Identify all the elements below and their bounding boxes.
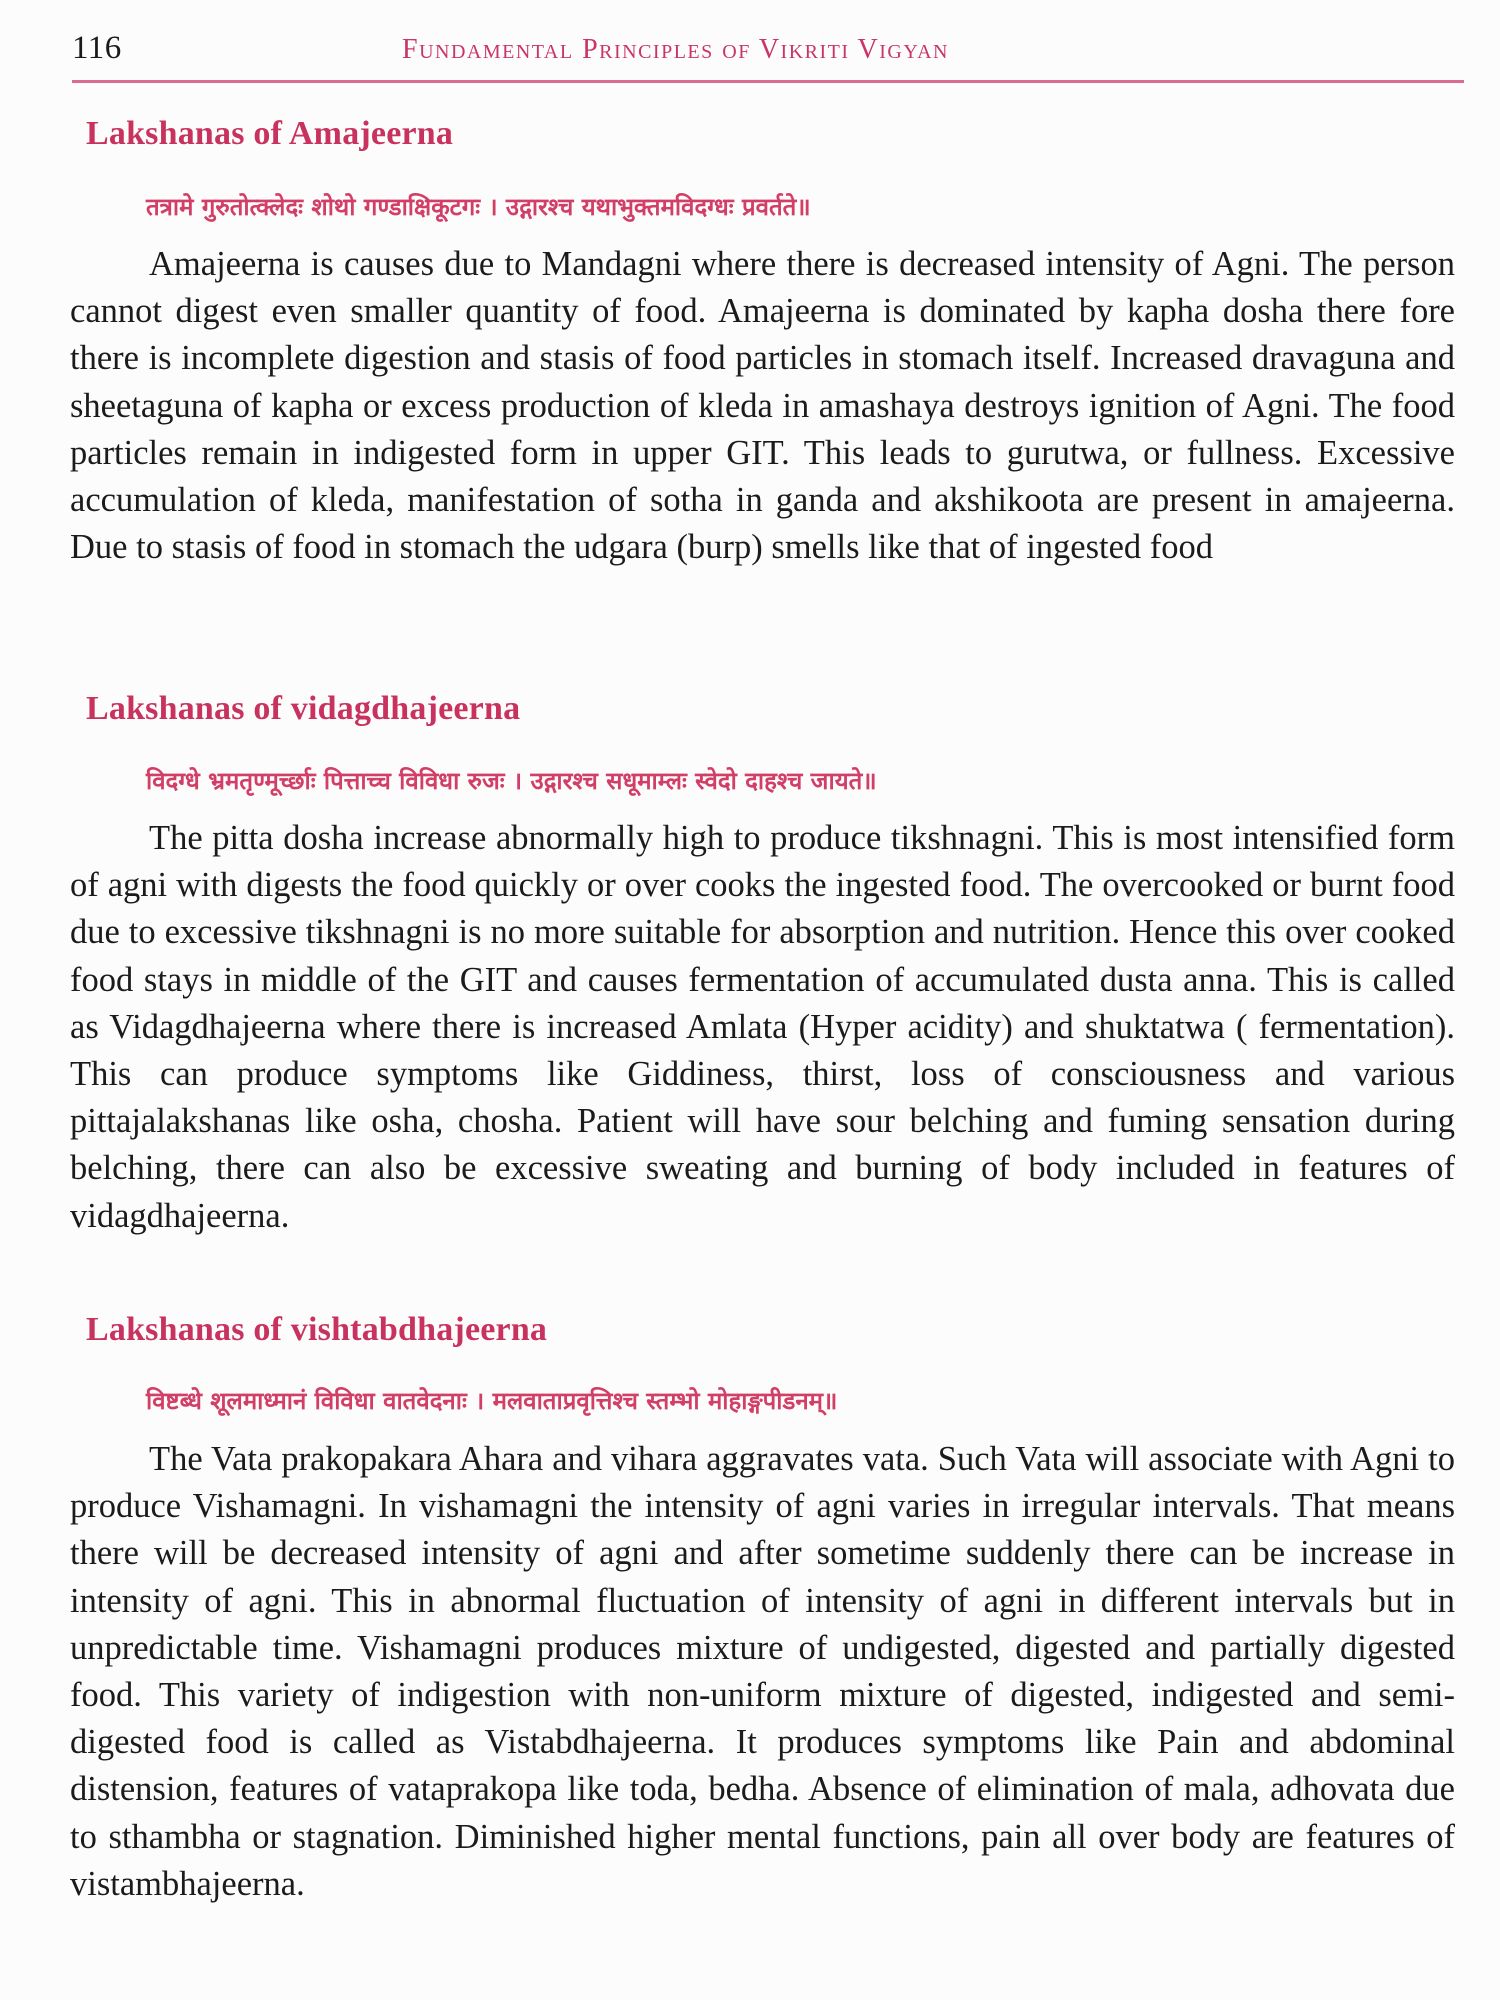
section-heading-vidagdhajeerna: Lakshanas of vidagdhajeerna xyxy=(86,690,521,727)
page-header xyxy=(72,22,1464,82)
running-title: Fundamental Principles of Vikriti Vigyan xyxy=(402,34,949,65)
paragraph-vishtabdhajeerna: The Vata prakopakara Ahara and vihara aggravates vata. Such Vata will associate with Agni to produce Vishamagni. In vishamagni the intensity of agni varies in irregular intervals. That means there will be decreased intensity of agni and after sometime suddenly there can be increase in intensity of agni. This in abnormal fluctuation of intensity of agni in different intervals but in unpredictable time. Vishamagni produces mixture of undigested, digested and partially digested food. This variety of indigestion with non-uniform mixture of digested, indigested and semi-digested food is called as Vistabdhajeerna. It produces symptoms like Pain and abdominal distension, features of vataprakopa like toda, bedha. Absence of elimination of mala, adhovata due to sthambha or stagnation. Diminished higher mental functions, pain all over body are features of vistambhajeerna. xyxy=(70,1440,1455,1903)
header-divider xyxy=(72,80,1464,83)
paragraph-vidagdhajeerna: The pitta dosha increase abnormally high to produce tikshnagni. This is most intensified form of agni with digests the food quickly or over cooks the ingested food. The overcooked or burnt food due to excessive tikshnagni is no more suitable for absorption and nutrition. Hence this over cooked food stays in middle of the GIT and causes fermentation of accumulated dusta anna. This is called as Vidagdhajeerna where there is increased Amlata (Hyper acidity) and shuktatwa ( fermentation). This can produce symptoms like Giddiness, thirst, loss of consciousness and various pittajalakshanas like osha, chosha. Patient will have sour belching and fuming sensation during belching, there can also be excessive sweating and burning of body included in features of vidagdhajeerna. xyxy=(70,819,1455,1235)
paragraph-amajeerna: Amajeerna is causes due to Mandagni where there is decreased intensity of Agni. The person cannot digest even smaller quantity of food. Amajeerna is dominated by kapha dosha there fore there is incomplete digestion and stasis of food particles in stomach itself. Increased dravaguna and sheetaguna of kapha or excess production of kleda in amashaya destroys ignition of Agni. The food particles remain in indigested form in upper GIT. This leads to gurutwa, or fullness. Excessive accumulation of kleda, manifestation of sotha in ganda and akshikoota are present in amajeerna. Due to stasis of food in stomach the udgara (burp) smells like that of ingested food xyxy=(70,245,1455,567)
sanskrit-verse-vidagdhajeerna: विदग्धे भ्रमतृण्मूर्च्छाः पित्ताच्च विविधा रुजः । उद्गारश्च सधूमाम्लः स्वेदो दाहश्च जायते॥ xyxy=(146,767,877,795)
page-number: 116 xyxy=(72,30,122,66)
section-heading-amajeerna: Lakshanas of Amajeerna xyxy=(86,115,454,152)
section-heading-vishtabdhajeerna: Lakshanas of vishtabdhajeerna xyxy=(86,1311,548,1348)
sanskrit-verse-vishtabdhajeerna: विष्टब्धे शूलमाध्मानं विविधा वातवेदनाः । मलवाताप्रवृत्तिश्च स्तम्भो मोहाङ्गपीडनम्॥ xyxy=(146,1387,838,1415)
sanskrit-verse-amajeerna: तत्रामे गुरुतोत्क्लेदः शोथो गण्डाक्षिकूटगः । उद्गारश्च यथाभुक्तमविदग्धः प्रवर्तते॥ xyxy=(146,193,811,221)
